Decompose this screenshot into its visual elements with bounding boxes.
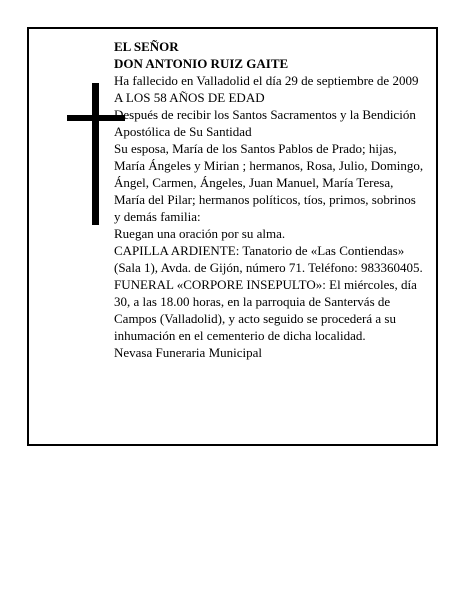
cross-vertical-bar bbox=[92, 83, 99, 225]
heading-line-2: DON ANTONIO RUIZ GAITE bbox=[114, 56, 289, 71]
heading-line-1: EL SEÑOR bbox=[114, 39, 179, 54]
family-paragraph: Su esposa, María de los Santos Pablos de Prado; hijas, María Ángeles y Mirian ; hermanos, Rosa, Julio, Domingo, Ángel, Carmen, Ángeles, Juan Manuel, María Teresa, María del Pilar; hermanos políticos, tíos, primos, sobrinos y demás familia: bbox=[114, 141, 424, 224]
death-statement: Ha fallecido en Valladolid el día 29 de septiembre de 2009 bbox=[114, 73, 419, 88]
funeral-home: Nevasa Funeraria Municipal bbox=[114, 345, 263, 360]
funeral-info: FUNERAL «CORPORE INSEPULTO»: El miércoles, día 30, a las 18.00 horas, en la parroquia de Santervás de Campos (Valladolid), y acto seguido se procederá a su inhumación en el cementerio de dicha localidad. bbox=[114, 277, 417, 343]
obituary-text bbox=[114, 38, 424, 361]
prayer-request: Ruegan una oración por su alma. bbox=[114, 226, 286, 241]
chapel-info: CAPILLA ARDIENTE: Tanatorio de «Las Contiendas» (Sala 1), Avda. de Gijón, número 71. Teléfono: 983360405. bbox=[114, 243, 423, 275]
sacraments-line: Después de recibir los Santos Sacramentos y la Bendición Apostólica de Su Santidad bbox=[114, 107, 416, 139]
age-line: A LOS 58 AÑOS DE EDAD bbox=[114, 90, 265, 105]
